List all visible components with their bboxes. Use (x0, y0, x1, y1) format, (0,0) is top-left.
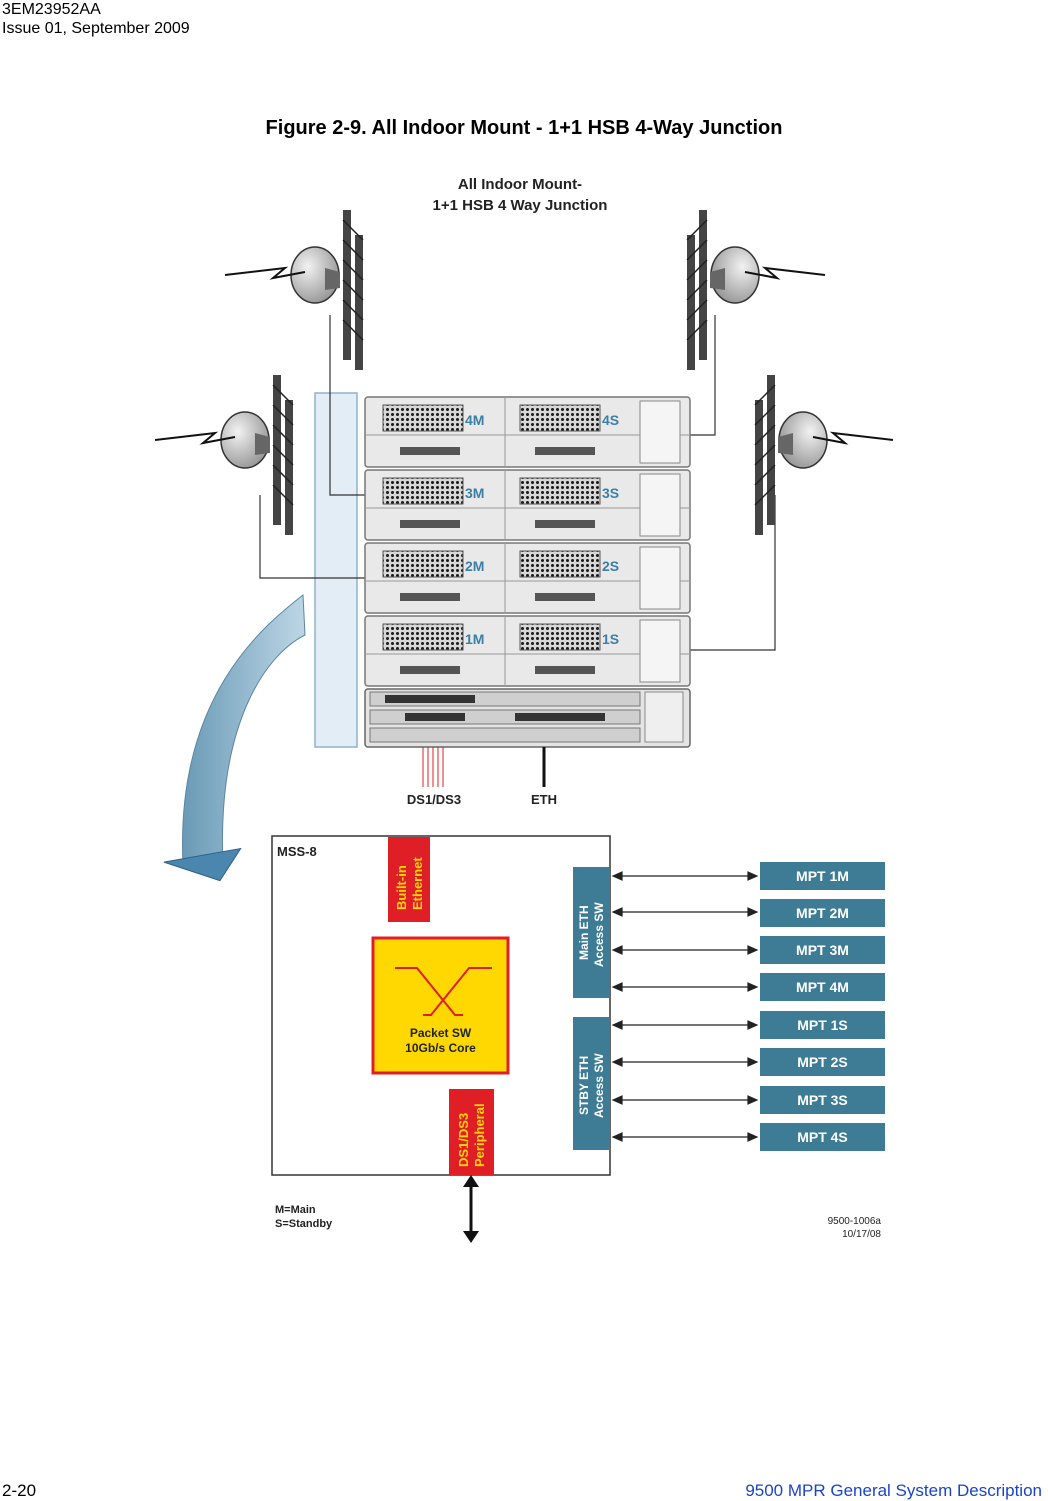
mpt-box-label: MPT 3M (796, 942, 849, 958)
unit-label-main: 4M (465, 412, 485, 428)
packet-switch-line1: Packet SW (409, 1026, 472, 1040)
page-number: 2-20 (2, 1481, 37, 1500)
mpt-box (760, 1011, 885, 1039)
rack-unit-2 (365, 543, 690, 613)
unit-label-main: 3M (465, 485, 485, 501)
mpt-box-label: MPT 4M (796, 979, 849, 995)
stby-eth-line2: Access SW (592, 1053, 606, 1118)
antenna-top-left (225, 210, 363, 370)
unit-label-standby: 2S (602, 558, 620, 574)
unit-label-standby: 3S (602, 485, 620, 501)
rack-unit-1 (365, 616, 690, 686)
mpt-box-label: MPT 2M (796, 905, 849, 921)
legend-main: M=Main (275, 1204, 316, 1216)
peripheral-arrow (463, 1175, 479, 1243)
main-eth-line2: Access SW (592, 902, 606, 967)
mpt-box-label: MPT 3S (797, 1092, 848, 1108)
mpt-box-label: MPT 1M (796, 868, 849, 884)
expand-arrow (164, 393, 357, 890)
unit-label-main: 1M (465, 631, 485, 647)
mpt-box-label: MPT 4S (797, 1129, 848, 1145)
ds-peripheral-line1: DS1/DS3 (456, 1112, 471, 1167)
rack-unit-4 (365, 397, 690, 467)
builtin-ethernet-line1: Built-in (394, 865, 409, 910)
unit-label-standby: 1S (602, 631, 620, 647)
document-id: 3EM23952AA (2, 1, 101, 18)
diagram-title-line1: All Indoor Mount- (457, 176, 583, 193)
antenna-top-right (687, 210, 825, 370)
network-diagram (155, 165, 895, 1250)
stby-eth-line1: STBY ETH (577, 1055, 591, 1115)
mpt-box (760, 936, 885, 964)
ds-peripheral-line2: Peripheral (472, 1103, 487, 1167)
document-title: 9500 MPR General System Description (745, 1481, 1042, 1500)
figure-ref-date: 10/17/08 (842, 1229, 881, 1240)
mpt-box (760, 1086, 885, 1114)
ds-lines (423, 747, 443, 787)
mpt-box (760, 899, 885, 927)
mpt-box-label: MPT 1S (797, 1017, 848, 1033)
antenna-mid-left (155, 375, 293, 535)
mpt-arrows (613, 872, 757, 1141)
ds-label: DS1/DS3 (406, 792, 462, 807)
builtin-ethernet-block (388, 837, 430, 922)
stby-eth-switch (573, 1017, 610, 1150)
legend-standby: S=Standby (275, 1218, 333, 1230)
mpt-box-label: MPT 2S (797, 1054, 848, 1070)
packet-switch-block (373, 938, 508, 1073)
mss8-label: MSS-8 (277, 844, 317, 859)
diagram-title-line2: 1+1 HSB 4 Way Junction (432, 197, 608, 214)
ds-peripheral-block (449, 1089, 494, 1175)
mpt-box (760, 973, 885, 1001)
mpt-box (760, 862, 885, 890)
mpt-box (760, 1123, 885, 1151)
mss8-shelf (365, 689, 690, 747)
main-eth-switch (573, 867, 610, 998)
antenna-mid-right (755, 375, 893, 535)
unit-label-main: 2M (465, 558, 485, 574)
builtin-ethernet-line2: Ethernet (410, 857, 425, 910)
unit-label-standby: 4S (602, 412, 620, 428)
issue-date: Issue 01, September 2009 (2, 20, 190, 37)
eth-label: ETH (531, 792, 557, 807)
mpt-box (760, 1048, 885, 1076)
main-eth-line1: Main ETH (577, 905, 591, 960)
figure-ref-number: 9500-1006a (827, 1216, 881, 1227)
rack-unit-3 (365, 470, 690, 540)
packet-switch-line2: 10Gb/s Core (405, 1041, 476, 1055)
figure-caption: Figure 2-9. All Indoor Mount - 1+1 HSB 4-Way Junction (265, 117, 783, 139)
